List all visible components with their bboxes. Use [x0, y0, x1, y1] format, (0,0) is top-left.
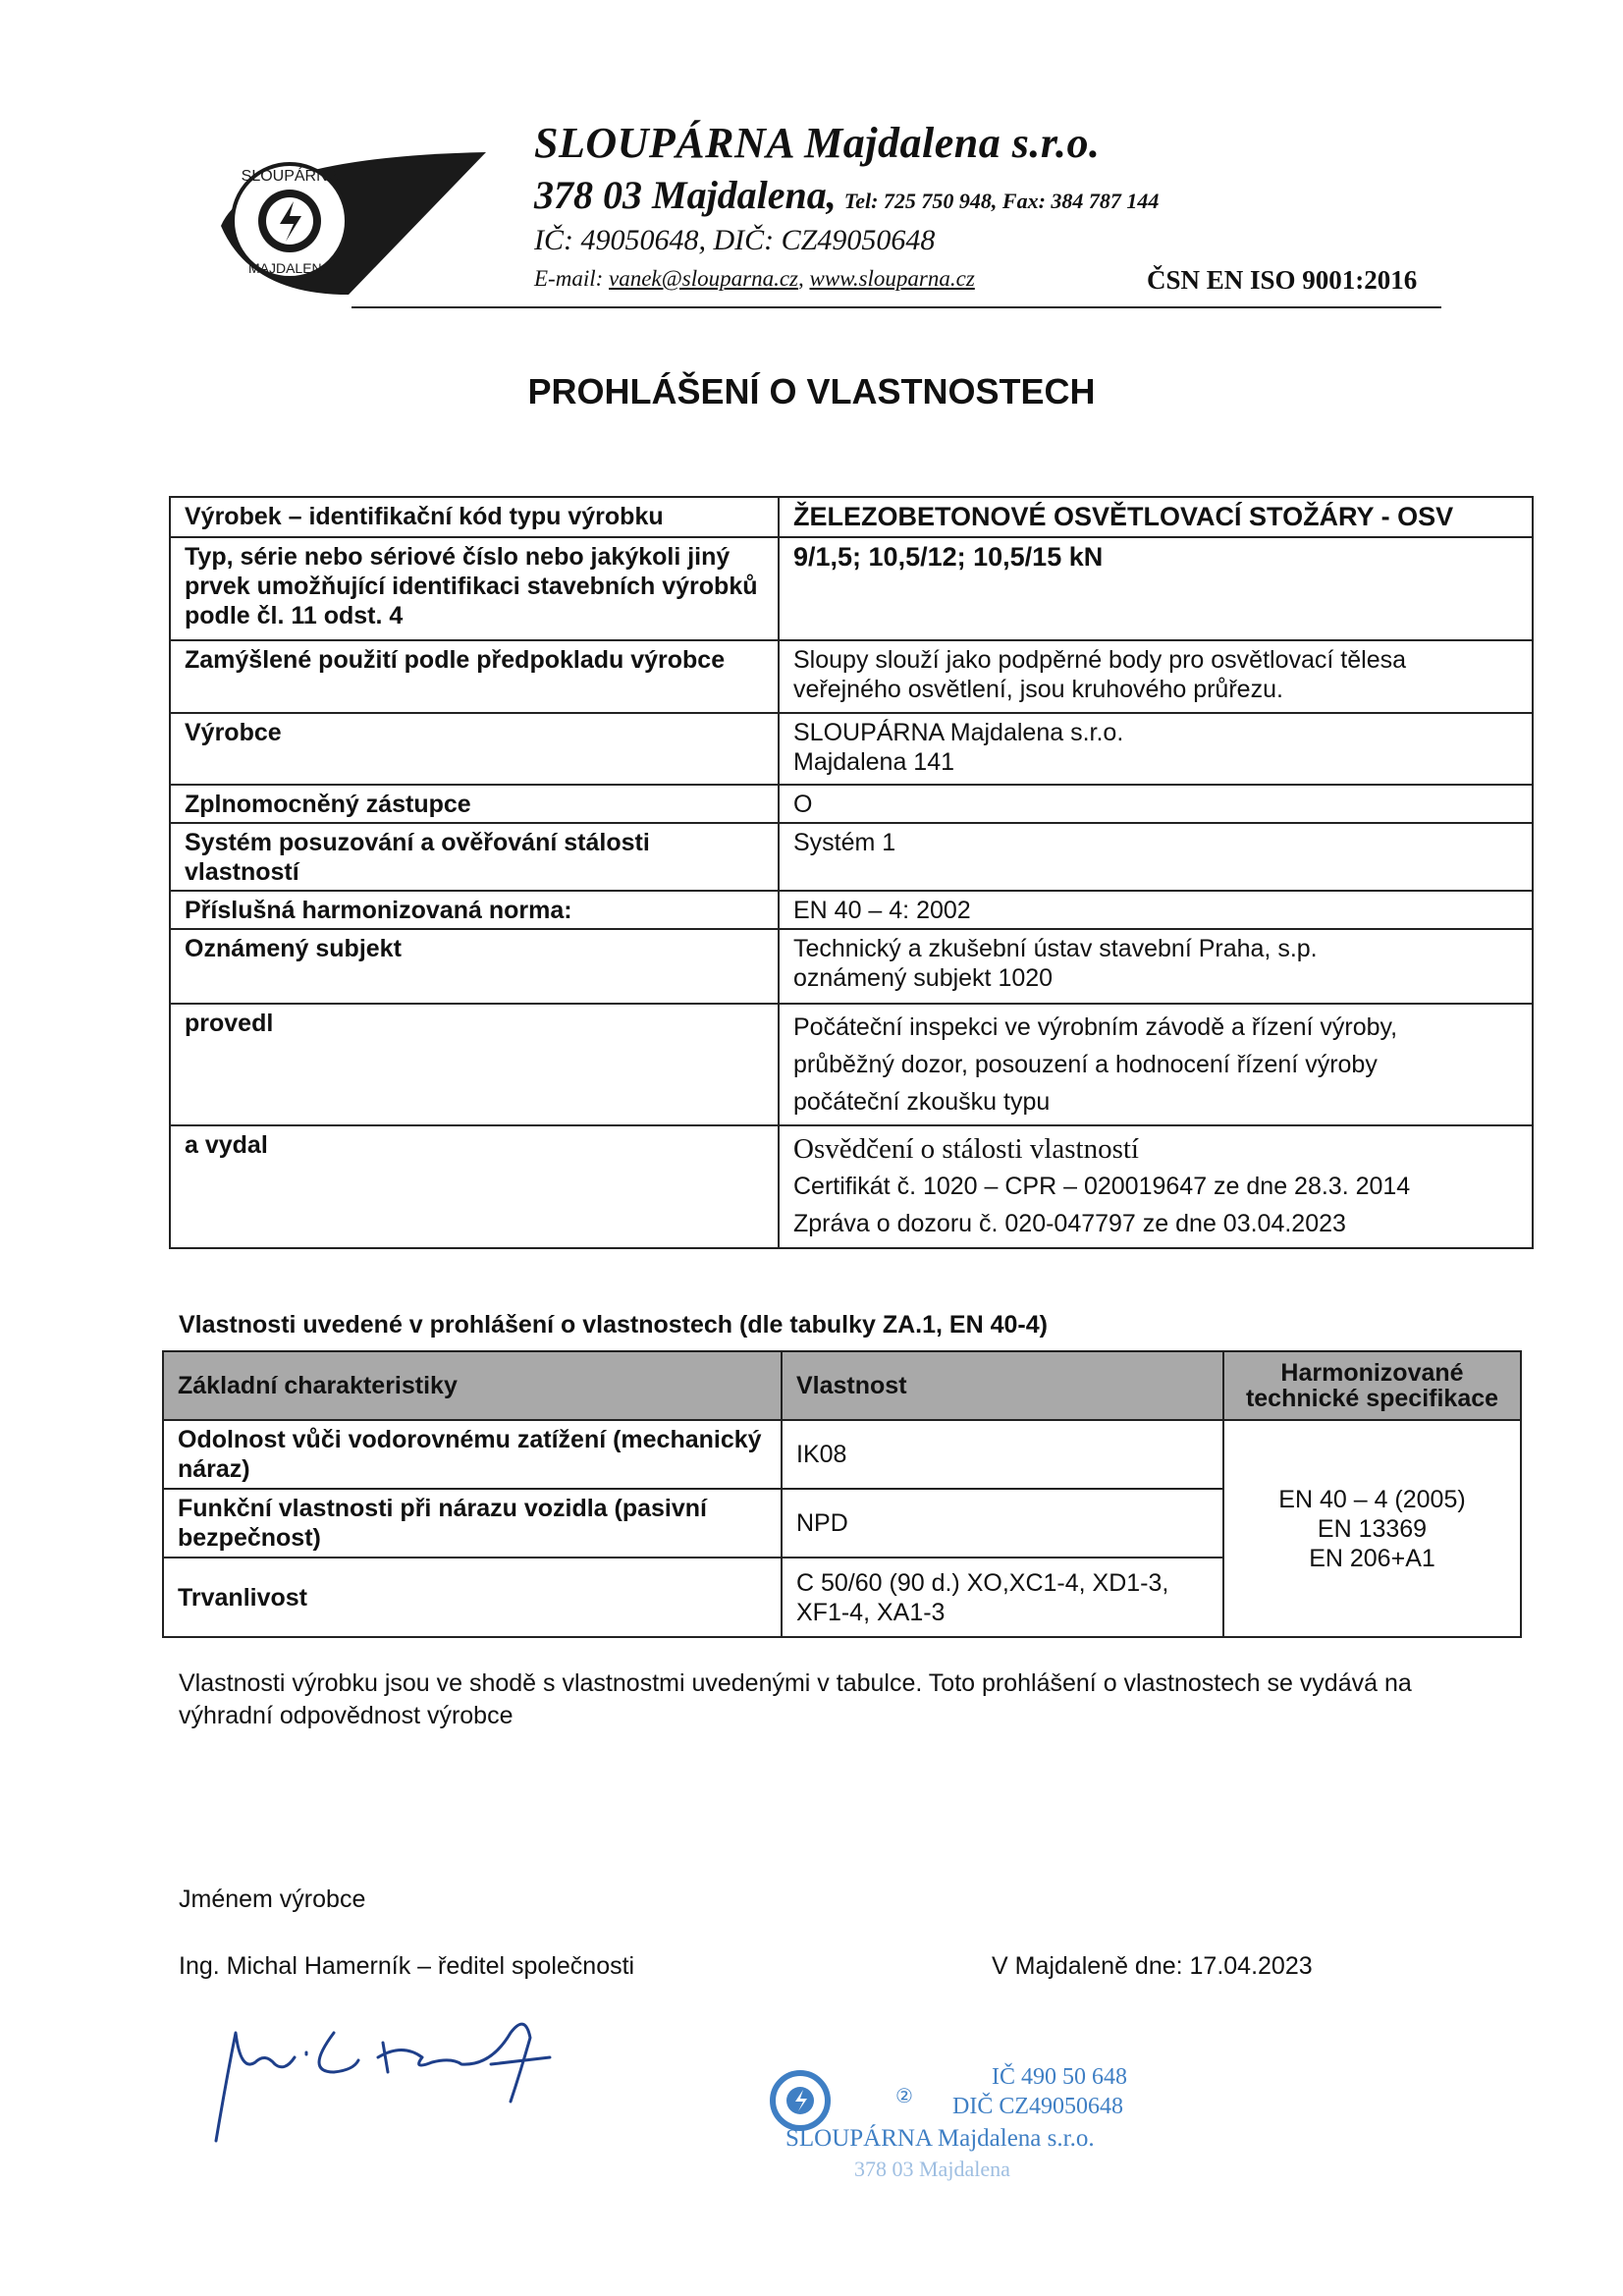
stamp-dic: DIČ CZ49050648: [952, 2094, 1123, 2119]
properties-heading: Vlastnosti uvedené v prohlášení o vlastnostech (dle tabulky ZA.1, EN 40-4): [179, 1311, 1048, 1339]
row-value: [779, 929, 1533, 1004]
table-row: [170, 785, 1533, 823]
logo-text-top: SLOUPÁRNA: [241, 168, 339, 185]
table-row: [163, 1420, 1521, 1489]
spec-line-2: EN 13369: [1317, 1514, 1428, 1543]
row-key: Výrobce: [170, 713, 779, 786]
properties-table: [162, 1350, 1522, 1638]
specifications-cell: [1223, 1420, 1521, 1637]
value-line-1: Osvědčení o stálosti vlastností: [793, 1133, 1139, 1166]
stamp-company-name: SLOUPÁRNA Majdalena s.r.o.: [785, 2125, 1095, 2152]
contact-line: [534, 266, 975, 292]
company-ids: IČ: 49050648, DIČ: CZ49050648: [534, 224, 936, 256]
email-link[interactable]: vanek@slouparna.cz: [609, 266, 798, 291]
table-row: [170, 497, 1533, 537]
table-row: [170, 823, 1533, 891]
value-line-2: oznámený subjekt 1020: [793, 964, 1054, 993]
characteristic-cell: Odolnost vůči vodorovnému zatížení (mechanický náraz): [163, 1420, 782, 1489]
document-title: PROHLÁŠENÍ O VLASTNOSTECH: [527, 371, 1096, 411]
place-and-date: V Majdaleně dne: 17.04.2023: [992, 1952, 1313, 1980]
value-line-3: počáteční zkoušku typu: [793, 1087, 1051, 1116]
iso-certification: ČSN EN ISO 9001:2016: [1147, 265, 1418, 295]
value-line-2: průběžný dozor, posouzení a hodnocení řízení výroby: [793, 1050, 1378, 1078]
row-value: [779, 713, 1533, 786]
property-cell: IK08: [782, 1420, 1223, 1489]
declaration-table: [169, 496, 1534, 1249]
row-value: Systém 1: [779, 823, 1533, 891]
spec-line-1: EN 40 – 4 (2005): [1278, 1485, 1466, 1513]
website-link[interactable]: www.slouparna.cz: [809, 266, 975, 291]
property-cell: NPD: [782, 1489, 1223, 1558]
handwritten-signature: [196, 2003, 569, 2151]
table-row: [170, 713, 1533, 786]
phone-fax: Tel: 725 750 948, Fax: 384 787 144: [843, 189, 1160, 213]
row-value: [779, 1125, 1533, 1248]
email-label: E-mail:: [534, 266, 604, 291]
company-address: [534, 172, 1159, 218]
characteristic-cell: Trvanlivost: [163, 1558, 782, 1637]
characteristic-cell: Funkční vlastnosti při nárazu vozidla (pasivní bezpečnost): [163, 1489, 782, 1558]
header-specifications: Harmonizované technické specifikace: [1223, 1351, 1521, 1420]
row-key: Systém posuzování a ověřování stálosti vlastností: [170, 823, 779, 891]
stamp-ico: IČ 490 50 648: [992, 2064, 1127, 2090]
table-row: [170, 891, 1533, 929]
property-cell: C 50/60 (90 d.) XO,XC1-4, XD1-3, XF1-4, XA1-3: [782, 1558, 1223, 1637]
table-row: [170, 640, 1533, 713]
on-behalf-label: Jménem výrobce: [179, 1886, 366, 1913]
header-characteristics: Základní charakteristiky: [163, 1351, 782, 1420]
logo-text-bottom: MAJDALENA: [247, 260, 332, 276]
table-header-row: [163, 1351, 1521, 1420]
table-row: [170, 1125, 1533, 1248]
spec-line-3: EN 206+A1: [1309, 1544, 1435, 1572]
value-line-2: Certifikát č. 1020 – CPR – 020019647 ze dne 28.3. 2014: [793, 1173, 1411, 1201]
stamp-city: 378 03 Majdalena: [854, 2157, 1010, 2181]
value-line-2: Majdalena 141: [793, 747, 955, 776]
value-line-1: Počáteční inspekci ve výrobním závodě a řízení výroby,: [793, 1012, 1398, 1041]
address-text: 378 03 Majdalena,: [534, 173, 837, 217]
table-row: [170, 929, 1533, 1004]
company-stamp: [766, 2054, 1198, 2182]
contact-separator: ,: [798, 266, 804, 291]
company-logo: [191, 137, 486, 304]
signatory-name: Ing. Michal Hamerník – ředitel společnosti: [179, 1952, 635, 1980]
value-line-1: Technický a zkušební ústav stavební Praha, s.p.: [793, 935, 1318, 963]
company-name: SLOUPÁRNA Majdalena s.r.o.: [534, 119, 1101, 167]
row-value: 9/1,5; 10,5/12; 10,5/15 kN: [779, 537, 1533, 640]
table-row: [170, 537, 1533, 640]
row-key: Příslušná harmonizovaná norma:: [170, 891, 779, 929]
closing-statement: Vlastnosti výrobku jsou ve shodě s vlastnostmi uvedenými v tabulce. Toto prohlášení o vlastnostech se vydává na výhradní odpovědnost výrobce: [179, 1669, 1412, 1729]
row-key: Typ, série nebo sériové číslo nebo jakýkoli jiný prvek umožňující identifikaci stavebních výrobků podle čl. 11 odst. 4: [170, 537, 779, 640]
row-key: Výrobek – identifikační kód typu výrobku: [170, 497, 779, 537]
value-line-1: SLOUPÁRNA Majdalena s.r.o.: [793, 718, 1124, 746]
value-line-3: Zpráva o dozoru č. 020-047797 ze dne 03.04.2023: [793, 1210, 1346, 1238]
header-property: Vlastnost: [782, 1351, 1223, 1420]
row-key: provedl: [170, 1004, 779, 1126]
row-value: ŽELEZOBETONOVÉ OSVĚTLOVACÍ STOŽÁRY - OSV: [779, 497, 1533, 537]
row-key: Zamýšlené použití podle předpokladu výrobce: [170, 640, 779, 713]
row-key: Oznámený subjekt: [170, 929, 779, 1004]
row-value: EN 40 – 4: 2002: [779, 891, 1533, 929]
header-divider: [352, 306, 1441, 308]
row-value: Sloupy slouží jako podpěrné body pro osvětlovací tělesa veřejného osvětlení, jsou kruhového průřezu.: [779, 640, 1533, 713]
table-row: [170, 1004, 1533, 1126]
row-value: O: [779, 785, 1533, 823]
stamp-number: ②: [895, 2086, 913, 2107]
row-value: [779, 1004, 1533, 1126]
row-key: a vydal: [170, 1125, 779, 1248]
row-key: Zplnomocněný zástupce: [170, 785, 779, 823]
